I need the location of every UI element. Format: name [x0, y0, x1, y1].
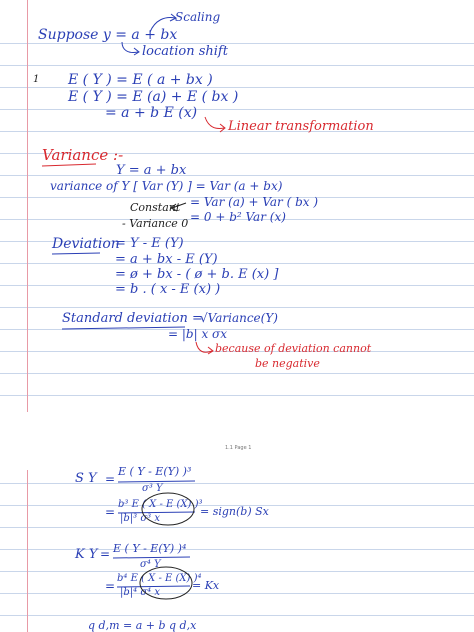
kurt-circle — [140, 567, 192, 599]
skewness-lhs: S Y — [75, 471, 97, 486]
std-radical: √Variance(Y) — [200, 311, 278, 325]
deviation-line-1: = Y - E (Y) — [115, 236, 184, 251]
kurt-fraction-bar — [113, 557, 190, 558]
expectation-line-2: E ( Y ) = E (a) + E ( bx ) — [68, 89, 239, 105]
skew-fraction-bar — [118, 481, 195, 482]
kurtosis-numerator: E ( Y - E(Y) )⁴ — [113, 542, 187, 555]
variance-heading: Variance :- — [42, 146, 124, 164]
location-arrowhead — [134, 48, 139, 55]
constant-label: Constant — [130, 201, 181, 214]
variance-line-2: variance of Y [ Var (Y) ] = Var (a + bx) — [50, 179, 283, 193]
variance-line-3: = Var (a) + Var ( bx ) — [190, 195, 319, 209]
deviation-note-arrow — [196, 342, 212, 352]
deviation-note-arrowhead — [208, 347, 213, 354]
skew2-fraction-bar — [118, 512, 195, 513]
kurt2-fraction-bar — [117, 586, 190, 587]
kurtosis2-numerator: b⁴ E ( X - E (X) )⁴ — [117, 573, 202, 584]
scaling-arrow — [150, 18, 175, 32]
because-note-line-1: because of deviation cannot — [215, 342, 372, 355]
equals-sign-kurt-2: = — [105, 579, 116, 593]
std-result: = |b| x σx — [168, 327, 227, 341]
deviation-underline — [52, 253, 100, 254]
location-shift-label: location shift — [142, 44, 228, 59]
variance-underline — [42, 164, 96, 166]
last-line: q d,m = a + b q d,x — [88, 619, 197, 632]
skewness-numerator: E ( Y - E(Y) )³ — [118, 465, 192, 478]
linear-arrow — [205, 117, 224, 129]
deviation-heading: Deviation — [52, 236, 120, 252]
expectation-line-3: = a + b E (x) — [105, 105, 198, 121]
expectation-line-1: E ( Y ) = E ( a + bx ) — [68, 72, 213, 88]
equals-sign-kurt: = — [100, 547, 111, 561]
standard-deviation-heading: Standard deviation = — [62, 311, 203, 326]
skewness-denominator: σ³ Y — [142, 483, 163, 494]
because-note-line-2: be negative — [255, 357, 320, 370]
deviation-line-4: = b . ( x - E (x) ) — [115, 282, 221, 297]
deviation-line-2: = a + bx - E (Y) — [115, 252, 218, 267]
deviation-line-3: = ø + bx - ( ø + b. E (x) ] — [115, 267, 279, 282]
skewness2-result: = sign(b) Sx — [200, 505, 269, 518]
bullet-number: 1 — [33, 74, 40, 85]
linear-transformation-label: Linear transformation — [228, 119, 374, 134]
kurtosis2-denominator: |b|⁴ σ⁴ x — [120, 587, 160, 598]
variance-line-1: Y = a + bx — [116, 163, 187, 178]
skew-circle — [142, 493, 194, 525]
page-footer: 1.1 Page 1 — [225, 445, 252, 451]
std-underline — [62, 327, 185, 329]
equals-sign-skew-2: = — [105, 505, 116, 519]
variance-line-4: = 0 + b² Var (x) — [190, 210, 286, 224]
kurtosis-denominator: σ⁴ Y — [140, 559, 161, 570]
skewness2-denominator: |b|³ σ³ x — [120, 513, 160, 524]
variance-zero-label: - Variance 0 — [122, 217, 189, 230]
suppose-line: Suppose y = a + bx — [38, 27, 178, 43]
kurtosis-lhs: K Y — [75, 547, 98, 562]
equals-sign-skew: = — [105, 472, 116, 486]
scaling-label: Scaling — [175, 10, 221, 24]
skewness2-numerator: b³ E ( X - E (X) )³ — [118, 499, 203, 510]
kurtosis2-result: = Kx — [192, 579, 220, 592]
location-arrow — [122, 42, 138, 53]
